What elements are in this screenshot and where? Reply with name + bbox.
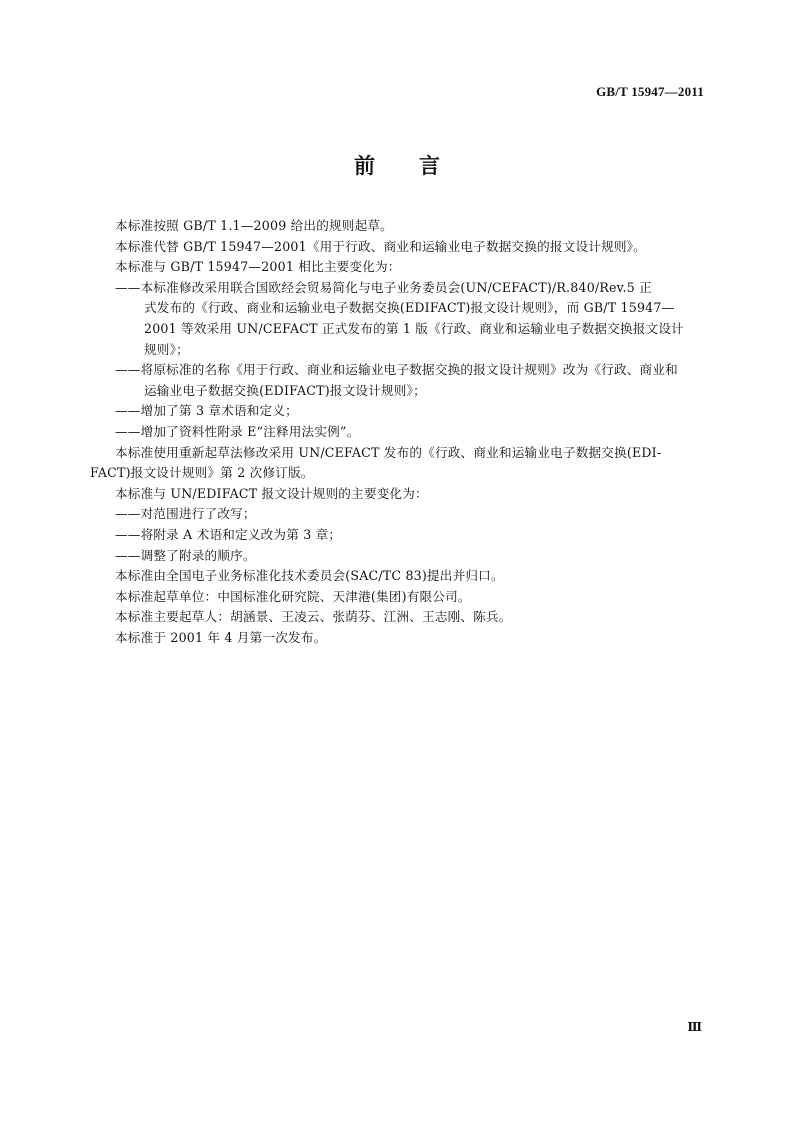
paragraph: 本标准与 GB/T 15947—2001 相比主要变化为：: [115, 259, 401, 275]
change-list-item: ——调整了附录的顺序。: [115, 547, 256, 563]
change-list-item: ——增加了资料性附录 E“注释用法实例”。: [115, 423, 360, 439]
change-list-item: ——对范围进行了改写；: [115, 506, 256, 522]
paragraph: 本标准由全国电子业务标准化技术委员会(SAC/TC 83)提出并归口。: [115, 568, 504, 584]
change-list-item: ——增加了第 3 章术语和定义；: [115, 403, 298, 419]
page-number: Ⅲ: [687, 1020, 702, 1034]
change-list-item: ——将附录 A 术语和定义改为第 3 章；: [115, 526, 342, 542]
document-body: [90, 216, 706, 648]
change-list-item: ——本标准修改采用联合国欧经会贸易简化与电子业务委员会(UN/CEFACT)/R.840/Rev.5 正 式发布的《行政、商业和运输业电子数据交换(EDIFACT)报文设计规则》，而 GB/T 15947— 2001 等效采用 UN/CEFACT 正式发布的第 1 版《行政、商业和运输业电子数据交换报文设计 规则》；: [115, 279, 684, 357]
paragraph: 本标准于 2001 年 4 月第一次发布。: [115, 629, 327, 645]
paragraph: 本标准主要起草人：胡涵景、王凌云、张荫芬、江洲、王志刚、陈兵。: [115, 609, 512, 625]
paragraph: 本标准代替 GB/T 15947—2001《用于行政、商业和运输业电子数据交换的报文设计规则》。: [115, 238, 646, 254]
change-list-item: ——将原标准的名称《用于行政、商业和运输业电子数据交换的报文设计规则》改为《行政、商业和 运输业电子数据交换(EDIFACT)报文设计规则》；: [115, 362, 678, 398]
paragraph: 本标准按照 GB/T 1.1—2009 给出的规则起草。: [115, 218, 393, 233]
standard-code-header: GB/T 15947—2011: [596, 84, 704, 99]
paragraph: 本标准起草单位：中国标准化研究院、天津港(集团)有限公司。: [115, 588, 471, 604]
paragraph: 本标准与 UN/EDIFACT 报文设计规则的主要变化为：: [115, 485, 428, 501]
paragraph: 本标准使用重新起草法修改采用 UN/CEFACT 发布的《行政、商业和运输业电子数据交换(EDI- FACT)报文设计规则》第 2 次修订版。: [90, 444, 662, 481]
page-title: 前言: [354, 154, 484, 178]
